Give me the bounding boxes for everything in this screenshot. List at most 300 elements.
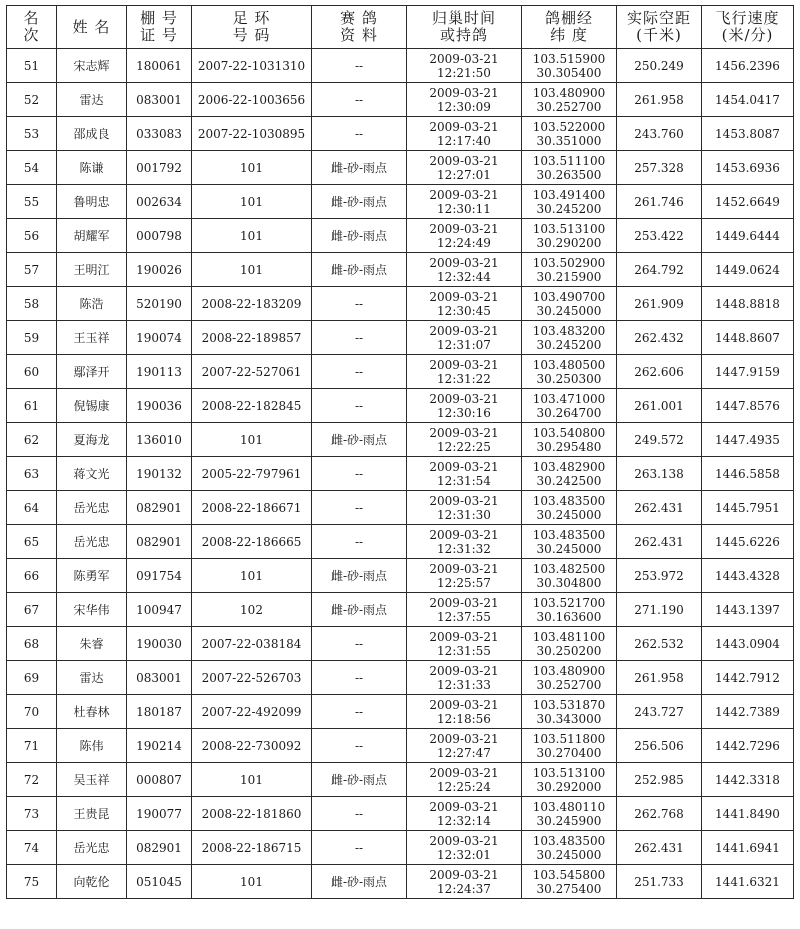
cell-date: 2009-03-21 (429, 731, 499, 746)
cell-latitude: 30.290200 (536, 235, 602, 250)
cell-longitude: 103.480900 (532, 663, 606, 678)
cell-speed: 1443.1397 (702, 593, 794, 627)
cell-distance: 250.249 (617, 49, 702, 83)
cell-rank: 71 (7, 729, 57, 763)
cell-coords (522, 83, 617, 117)
header-name: 姓 名 (57, 6, 127, 49)
cell-speed: 1445.7951 (702, 491, 794, 525)
cell-longitude: 103.540800 (532, 425, 606, 440)
cell-longitude: 103.515900 (532, 51, 606, 66)
cell-time (407, 525, 522, 559)
cell-date: 2009-03-21 (429, 765, 499, 780)
cell-ring: 101 (192, 423, 312, 457)
cell-rank: 64 (7, 491, 57, 525)
cell-name: 陈勇军 (57, 559, 127, 593)
cell-pigeon: -- (312, 491, 407, 525)
cell-ring: 2008-22-730092 (192, 729, 312, 763)
cell-ring: 2007-22-1030895 (192, 117, 312, 151)
table-row (7, 593, 794, 627)
cell-loft-id: 001792 (127, 151, 192, 185)
cell-longitude: 103.482500 (532, 561, 606, 576)
cell-loft-id: 051045 (127, 865, 192, 899)
table-row (7, 559, 794, 593)
cell-latitude: 30.245000 (536, 847, 602, 862)
cell-date: 2009-03-21 (429, 595, 499, 610)
cell-coords (522, 253, 617, 287)
cell-name: 岳光忠 (57, 831, 127, 865)
cell-pigeon: -- (312, 729, 407, 763)
cell-clock: 12:27:47 (437, 745, 491, 760)
table-row (7, 49, 794, 83)
cell-loft-id: 180061 (127, 49, 192, 83)
cell-pigeon: 雌-砂-雨点 (312, 763, 407, 797)
cell-date: 2009-03-21 (429, 391, 499, 406)
cell-speed: 1445.6226 (702, 525, 794, 559)
cell-time (407, 151, 522, 185)
cell-speed: 1447.9159 (702, 355, 794, 389)
table-row (7, 185, 794, 219)
table-row (7, 661, 794, 695)
cell-distance: 257.328 (617, 151, 702, 185)
cell-rank: 56 (7, 219, 57, 253)
cell-date: 2009-03-21 (429, 255, 499, 270)
cell-time (407, 695, 522, 729)
cell-latitude: 30.263500 (536, 167, 602, 182)
cell-name: 雷达 (57, 83, 127, 117)
cell-clock: 12:32:14 (437, 813, 491, 828)
cell-date: 2009-03-21 (429, 799, 499, 814)
cell-speed: 1449.0624 (702, 253, 794, 287)
cell-loft-id: 082901 (127, 525, 192, 559)
cell-loft-id: 520190 (127, 287, 192, 321)
cell-name: 岳光忠 (57, 525, 127, 559)
cell-latitude: 30.252700 (536, 677, 602, 692)
cell-rank: 62 (7, 423, 57, 457)
cell-clock: 12:31:22 (437, 371, 491, 386)
cell-coords (522, 287, 617, 321)
cell-name: 宋华伟 (57, 593, 127, 627)
cell-longitude: 103.483200 (532, 323, 606, 338)
cell-rank: 66 (7, 559, 57, 593)
cell-ring: 101 (192, 185, 312, 219)
cell-distance: 262.768 (617, 797, 702, 831)
cell-time (407, 491, 522, 525)
cell-longitude: 103.521700 (532, 595, 606, 610)
cell-ring: 2007-22-1031310 (192, 49, 312, 83)
cell-latitude: 30.270400 (536, 745, 602, 760)
cell-latitude: 30.245900 (536, 813, 602, 828)
cell-date: 2009-03-21 (429, 153, 499, 168)
cell-distance: 249.572 (617, 423, 702, 457)
cell-name: 陈谦 (57, 151, 127, 185)
cell-ring: 2008-22-186665 (192, 525, 312, 559)
cell-coords (522, 151, 617, 185)
cell-loft-id: 000798 (127, 219, 192, 253)
cell-time (407, 83, 522, 117)
cell-time (407, 627, 522, 661)
cell-date: 2009-03-21 (429, 425, 499, 440)
cell-name: 夏海龙 (57, 423, 127, 457)
cell-loft-id: 190026 (127, 253, 192, 287)
cell-time (407, 797, 522, 831)
cell-time (407, 559, 522, 593)
cell-time (407, 831, 522, 865)
cell-coords (522, 559, 617, 593)
cell-loft-id: 190077 (127, 797, 192, 831)
cell-ring: 101 (192, 219, 312, 253)
cell-speed: 1456.2396 (702, 49, 794, 83)
cell-distance: 264.792 (617, 253, 702, 287)
cell-loft-id: 190030 (127, 627, 192, 661)
cell-distance: 262.431 (617, 831, 702, 865)
cell-longitude: 103.483500 (532, 527, 606, 542)
cell-speed: 1446.5858 (702, 457, 794, 491)
cell-clock: 12:31:54 (437, 473, 491, 488)
cell-name: 王玉祥 (57, 321, 127, 355)
table-row (7, 117, 794, 151)
cell-date: 2009-03-21 (429, 289, 499, 304)
cell-coords (522, 49, 617, 83)
cell-time (407, 729, 522, 763)
cell-longitude: 103.545800 (532, 867, 606, 882)
cell-longitude: 103.483500 (532, 493, 606, 508)
cell-speed: 1453.6936 (702, 151, 794, 185)
cell-clock: 12:21:50 (437, 65, 491, 80)
cell-ring: 2007-22-492099 (192, 695, 312, 729)
table-row (7, 627, 794, 661)
cell-latitude: 30.264700 (536, 405, 602, 420)
cell-coords (522, 457, 617, 491)
cell-coords (522, 491, 617, 525)
cell-longitude: 103.483500 (532, 833, 606, 848)
cell-loft-id: 083001 (127, 661, 192, 695)
cell-pigeon: -- (312, 831, 407, 865)
cell-pigeon: -- (312, 695, 407, 729)
results-sheet (6, 5, 793, 923)
cell-loft-id: 000807 (127, 763, 192, 797)
header-speed: 飞行速度 (米/分) (702, 6, 794, 49)
cell-time (407, 457, 522, 491)
cell-rank: 74 (7, 831, 57, 865)
cell-longitude: 103.481100 (532, 629, 606, 644)
cell-date: 2009-03-21 (429, 459, 499, 474)
cell-speed: 1447.8576 (702, 389, 794, 423)
cell-longitude: 103.513100 (532, 765, 606, 780)
cell-longitude: 103.480500 (532, 357, 606, 372)
cell-rank: 58 (7, 287, 57, 321)
cell-loft-id: 033083 (127, 117, 192, 151)
cell-speed: 1453.8087 (702, 117, 794, 151)
cell-rank: 59 (7, 321, 57, 355)
cell-name: 胡耀军 (57, 219, 127, 253)
cell-name: 吴玉祥 (57, 763, 127, 797)
cell-latitude: 30.245200 (536, 337, 602, 352)
cell-date: 2009-03-21 (429, 221, 499, 236)
cell-clock: 12:37:55 (437, 609, 491, 624)
cell-rank: 51 (7, 49, 57, 83)
cell-rank: 75 (7, 865, 57, 899)
cell-latitude: 30.343000 (536, 711, 602, 726)
table-row (7, 695, 794, 729)
cell-date: 2009-03-21 (429, 561, 499, 576)
cell-pigeon: -- (312, 457, 407, 491)
cell-time (407, 865, 522, 899)
cell-latitude: 30.245000 (536, 541, 602, 556)
cell-rank: 73 (7, 797, 57, 831)
cell-pigeon: 雌-砂-雨点 (312, 865, 407, 899)
cell-loft-id: 180187 (127, 695, 192, 729)
cell-latitude: 30.295480 (536, 439, 602, 454)
cell-latitude: 30.250300 (536, 371, 602, 386)
cell-clock: 12:25:57 (437, 575, 491, 590)
cell-speed: 1449.6444 (702, 219, 794, 253)
cell-coords (522, 593, 617, 627)
cell-name: 倪锡康 (57, 389, 127, 423)
cell-clock: 12:30:16 (437, 405, 491, 420)
header-loft-id: 棚 号 证 号 (127, 6, 192, 49)
cell-time (407, 763, 522, 797)
cell-pigeon: -- (312, 83, 407, 117)
cell-name: 蒋文光 (57, 457, 127, 491)
cell-pigeon: 雌-砂-雨点 (312, 219, 407, 253)
cell-longitude: 103.482900 (532, 459, 606, 474)
cell-distance: 262.431 (617, 525, 702, 559)
header-ring: 足 环 号 码 (192, 6, 312, 49)
cell-loft-id: 190132 (127, 457, 192, 491)
cell-loft-id: 083001 (127, 83, 192, 117)
cell-coords (522, 729, 617, 763)
cell-distance: 243.727 (617, 695, 702, 729)
cell-distance: 261.909 (617, 287, 702, 321)
cell-latitude: 30.292000 (536, 779, 602, 794)
cell-latitude: 30.245000 (536, 303, 602, 318)
cell-date: 2009-03-21 (429, 323, 499, 338)
cell-latitude: 30.245200 (536, 201, 602, 216)
cell-clock: 12:31:33 (437, 677, 491, 692)
cell-ring: 102 (192, 593, 312, 627)
cell-longitude: 103.502900 (532, 255, 606, 270)
header-distance: 实际空距 (千米) (617, 6, 702, 49)
cell-time (407, 49, 522, 83)
cell-speed: 1442.7389 (702, 695, 794, 729)
cell-pigeon: -- (312, 287, 407, 321)
cell-coords (522, 389, 617, 423)
cell-ring: 101 (192, 151, 312, 185)
cell-name: 王贵昆 (57, 797, 127, 831)
cell-ring: 2006-22-1003656 (192, 83, 312, 117)
cell-name: 鄢泽开 (57, 355, 127, 389)
cell-speed: 1454.0417 (702, 83, 794, 117)
cell-rank: 63 (7, 457, 57, 491)
cell-pigeon: 雌-砂-雨点 (312, 253, 407, 287)
cell-time (407, 389, 522, 423)
cell-distance: 251.733 (617, 865, 702, 899)
cell-coords (522, 117, 617, 151)
cell-rank: 52 (7, 83, 57, 117)
cell-loft-id: 082901 (127, 831, 192, 865)
cell-speed: 1441.6321 (702, 865, 794, 899)
cell-date: 2009-03-21 (429, 85, 499, 100)
cell-date: 2009-03-21 (429, 833, 499, 848)
cell-coords (522, 763, 617, 797)
cell-longitude: 103.531870 (532, 697, 606, 712)
cell-clock: 12:24:49 (437, 235, 491, 250)
cell-distance: 261.746 (617, 185, 702, 219)
cell-coords (522, 627, 617, 661)
cell-loft-id: 100947 (127, 593, 192, 627)
cell-name: 邵成良 (57, 117, 127, 151)
cell-rank: 54 (7, 151, 57, 185)
cell-coords (522, 185, 617, 219)
cell-loft-id: 082901 (127, 491, 192, 525)
cell-ring: 2007-22-526703 (192, 661, 312, 695)
cell-ring: 2005-22-797961 (192, 457, 312, 491)
cell-date: 2009-03-21 (429, 697, 499, 712)
cell-clock: 12:22:25 (437, 439, 491, 454)
cell-distance: 252.985 (617, 763, 702, 797)
cell-speed: 1443.4328 (702, 559, 794, 593)
cell-distance: 263.138 (617, 457, 702, 491)
cell-ring: 2008-22-182845 (192, 389, 312, 423)
cell-pigeon: -- (312, 321, 407, 355)
cell-date: 2009-03-21 (429, 527, 499, 542)
cell-longitude: 103.511800 (532, 731, 606, 746)
cell-pigeon: -- (312, 661, 407, 695)
cell-coords (522, 525, 617, 559)
cell-time (407, 287, 522, 321)
race-results-table (6, 5, 794, 899)
cell-latitude: 30.242500 (536, 473, 602, 488)
cell-date: 2009-03-21 (429, 629, 499, 644)
cell-clock: 12:30:11 (437, 201, 491, 216)
table-row (7, 321, 794, 355)
cell-name: 陈伟 (57, 729, 127, 763)
cell-date: 2009-03-21 (429, 51, 499, 66)
table-row (7, 423, 794, 457)
cell-loft-id: 190113 (127, 355, 192, 389)
cell-coords (522, 831, 617, 865)
table-row (7, 83, 794, 117)
table-row (7, 389, 794, 423)
cell-pigeon: -- (312, 525, 407, 559)
cell-time (407, 219, 522, 253)
cell-rank: 69 (7, 661, 57, 695)
cell-speed: 1448.8607 (702, 321, 794, 355)
cell-coords (522, 355, 617, 389)
cell-pigeon: -- (312, 49, 407, 83)
cell-name: 陈浩 (57, 287, 127, 321)
cell-date: 2009-03-21 (429, 663, 499, 678)
cell-clock: 12:31:30 (437, 507, 491, 522)
table-row (7, 457, 794, 491)
cell-coords (522, 321, 617, 355)
cell-ring: 101 (192, 253, 312, 287)
cell-distance: 256.506 (617, 729, 702, 763)
table-row (7, 831, 794, 865)
table-row (7, 729, 794, 763)
cell-ring: 101 (192, 763, 312, 797)
cell-ring: 2008-22-183209 (192, 287, 312, 321)
table-row (7, 763, 794, 797)
table-row (7, 491, 794, 525)
cell-clock: 12:32:01 (437, 847, 491, 862)
cell-latitude: 30.163600 (536, 609, 602, 624)
cell-clock: 12:18:56 (437, 711, 491, 726)
cell-loft-id: 002634 (127, 185, 192, 219)
cell-ring: 2008-22-186715 (192, 831, 312, 865)
cell-ring: 2008-22-186671 (192, 491, 312, 525)
cell-distance: 262.532 (617, 627, 702, 661)
table-row (7, 525, 794, 559)
cell-clock: 12:31:07 (437, 337, 491, 352)
table-body (7, 49, 794, 899)
cell-rank: 53 (7, 117, 57, 151)
cell-name: 杜春林 (57, 695, 127, 729)
cell-clock: 12:24:37 (437, 881, 491, 896)
cell-ring: 2008-22-181860 (192, 797, 312, 831)
cell-clock: 12:31:32 (437, 541, 491, 556)
cell-time (407, 185, 522, 219)
cell-latitude: 30.304800 (536, 575, 602, 590)
cell-pigeon: 雌-砂-雨点 (312, 185, 407, 219)
cell-loft-id: 091754 (127, 559, 192, 593)
cell-longitude: 103.513100 (532, 221, 606, 236)
cell-time (407, 355, 522, 389)
cell-distance: 243.760 (617, 117, 702, 151)
cell-distance: 271.190 (617, 593, 702, 627)
cell-coords (522, 661, 617, 695)
cell-speed: 1442.7912 (702, 661, 794, 695)
cell-pigeon: -- (312, 117, 407, 151)
cell-ring: 2007-22-038184 (192, 627, 312, 661)
cell-rank: 55 (7, 185, 57, 219)
cell-date: 2009-03-21 (429, 119, 499, 134)
cell-name: 雷达 (57, 661, 127, 695)
cell-rank: 67 (7, 593, 57, 627)
cell-latitude: 30.305400 (536, 65, 602, 80)
cell-distance: 253.422 (617, 219, 702, 253)
cell-coords (522, 219, 617, 253)
cell-date: 2009-03-21 (429, 187, 499, 202)
cell-time (407, 117, 522, 151)
cell-ring: 2008-22-189857 (192, 321, 312, 355)
cell-rank: 57 (7, 253, 57, 287)
table-row (7, 151, 794, 185)
cell-latitude: 30.252700 (536, 99, 602, 114)
cell-latitude: 30.275400 (536, 881, 602, 896)
cell-name: 朱睿 (57, 627, 127, 661)
cell-clock: 12:27:01 (437, 167, 491, 182)
cell-coords (522, 797, 617, 831)
cell-rank: 70 (7, 695, 57, 729)
cell-time (407, 661, 522, 695)
cell-rank: 61 (7, 389, 57, 423)
cell-pigeon: 雌-砂-雨点 (312, 423, 407, 457)
cell-name: 鲁明忠 (57, 185, 127, 219)
cell-rank: 72 (7, 763, 57, 797)
cell-distance: 261.958 (617, 661, 702, 695)
table-row (7, 355, 794, 389)
cell-longitude: 103.471000 (532, 391, 606, 406)
cell-time (407, 321, 522, 355)
cell-ring: 2007-22-527061 (192, 355, 312, 389)
cell-speed: 1442.7296 (702, 729, 794, 763)
cell-loft-id: 190036 (127, 389, 192, 423)
cell-speed: 1448.8818 (702, 287, 794, 321)
cell-ring: 101 (192, 865, 312, 899)
cell-pigeon: 雌-砂-雨点 (312, 559, 407, 593)
cell-time (407, 423, 522, 457)
